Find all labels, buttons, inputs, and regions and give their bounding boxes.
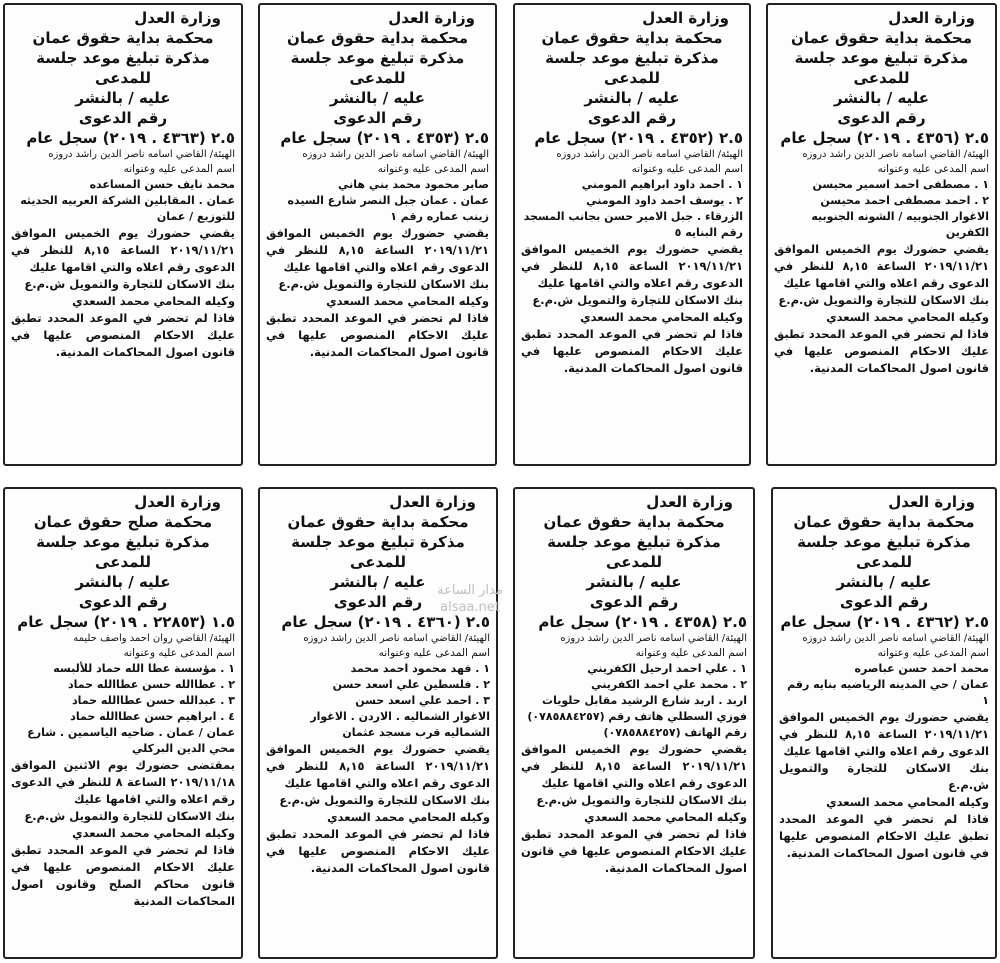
ministry-title: وزارة العدل bbox=[389, 493, 476, 511]
defendant-name: ١ . علي احمد ارحيل الكفريني bbox=[587, 662, 747, 675]
defendant-list bbox=[779, 661, 989, 677]
defendant-header: اسم المدعى عليه وعنوانه bbox=[877, 163, 989, 175]
ministry-title: وزارة العدل bbox=[646, 493, 733, 511]
ministry-title: وزارة العدل bbox=[134, 493, 221, 511]
defendant-address: الزرقاء . جبل الامير حسن بجانب المسجد رقم البنايه ٥ bbox=[523, 210, 743, 239]
case-number: ٢.٥ (٤٣٥٣ . ٢٠١٩) سجل عام bbox=[280, 129, 489, 147]
defendant-header: اسم المدعى عليه وعنوانه bbox=[123, 647, 235, 659]
case-label: رقم الدعوى bbox=[587, 109, 677, 127]
warning-text: فاذا لم تحضر في الموعد المحدد تطبق عليك الاحكام المنصوص عليها في قانون اصول المحاكمات المدنية. bbox=[521, 327, 743, 375]
attendance-text: بمقتضى حضورك يوم الاثنين الموافق ٢٠١٩/١١/١٨ الساعة ٨ للنظر في الدعوى رقم اعلاه والتي اقامها عليك bbox=[11, 758, 235, 806]
notice-body bbox=[521, 741, 747, 877]
publication-method: عليه / بالنشر bbox=[330, 573, 426, 591]
publication-method: عليه / بالنشر bbox=[75, 573, 171, 591]
defendant-name: ٤ . ابراهيم حسن عطاالله حماد bbox=[70, 710, 235, 723]
defendant-name: ٢ . يوسف احمد داود المومني bbox=[586, 194, 743, 207]
defendant-list bbox=[11, 661, 235, 725]
plaintiff-name: بنك الاسكان للتجارة والتمويل ش.م.ع bbox=[279, 793, 490, 807]
notice-body bbox=[11, 757, 235, 910]
plaintiff-name: بنك الاسكان للتجارة والتمويل ش.م.ع bbox=[779, 761, 989, 792]
court-name: محكمة صلح حقوق عمان bbox=[33, 513, 213, 531]
notice-subject: مذكرة تبليغ موعد جلسة للمدعى bbox=[797, 533, 971, 571]
defendant-address: الاغوار الجنوبيه / الشونه الجنوبيه الكفرين bbox=[811, 210, 989, 239]
notice-subject: مذكرة تبليغ موعد جلسة للمدعى bbox=[794, 49, 969, 87]
notice-body bbox=[774, 241, 989, 377]
ministry-title: وزارة العدل bbox=[642, 9, 729, 27]
lawyer-name: وكيله المحامي محمد السعدي bbox=[584, 810, 747, 824]
defendant-header: اسم المدعى عليه وعنوانه bbox=[631, 163, 743, 175]
attendance-text: يقضي حضورك يوم الخميس الموافق ٢٠١٩/١١/٢١ الساعة ٨,١٥ للنظر في الدعوى رقم اعلاه والتي اقامها عليك bbox=[266, 226, 489, 274]
ministry-title: وزارة العدل bbox=[388, 9, 475, 27]
case-number: ٢.٥ (٤٣٥٨ . ٢٠١٩) سجل عام bbox=[538, 613, 747, 631]
judge-panel: الهيئة/ القاضي اسامه ناصر الدين راشد دروزه bbox=[802, 149, 989, 160]
judge-panel: الهيئة/ القاضي روان احمد واصف حليمه bbox=[73, 633, 235, 644]
notice-subject: مذكرة تبليغ موعد جلسة للمدعى bbox=[290, 49, 465, 87]
judge-panel: الهيئة/ القاضي اسامه ناصر الدين راشد دروزه bbox=[303, 633, 490, 644]
publication-method: عليه / بالنشر bbox=[75, 89, 171, 107]
defendant-list bbox=[521, 661, 747, 693]
defendant-address: عمان / عمان . ضاحيه الياسمين . شارع محي الدين البركلي bbox=[27, 726, 235, 755]
defendant-name: محمد احمد حسن عباصره bbox=[854, 662, 989, 675]
warning-text: فاذا لم تحضر في الموعد المحدد تطبق عليك الاحكام المنصوص عليها في قانون اصول المحاكمات المدنية. bbox=[266, 311, 489, 359]
warning-text: فاذا لم تحضر في الموعد المحدد تطبق عليك الاحكام المنصوص عليها في قانون اصول المحاكمات المدنية. bbox=[774, 327, 989, 375]
defendant-header: اسم المدعى عليه وعنوانه bbox=[378, 647, 490, 659]
lawyer-name: وكيله المحامي محمد السعدي bbox=[826, 795, 989, 809]
lawyer-name: وكيله المحامي محمد السعدي bbox=[72, 826, 235, 840]
defendant-list bbox=[11, 177, 235, 193]
court-notice bbox=[3, 3, 243, 466]
notice-subject: مذكرة تبليغ موعد جلسة للمدعى bbox=[291, 533, 465, 571]
court-name: محكمة بداية حقوق عمان bbox=[287, 29, 468, 47]
attendance-text: يقضي حضورك يوم الخميس الموافق ٢٠١٩/١١/٢١ الساعة ٨,١٥ للنظر في الدعوى رقم اعلاه والتي اقامها عليك bbox=[521, 742, 747, 790]
defendant-address: عمان . عمان جبل النصر شارع السيده زينب عماره رقم ١ bbox=[287, 194, 489, 223]
court-notice bbox=[513, 487, 755, 959]
warning-text: فاذا لم تحضر في الموعد المحدد تطبق عليك الاحكام المنصوص عليها في قانون اصول المحاكمات المدنية. bbox=[779, 812, 989, 860]
judge-panel: الهيئة/ القاضي اسامه ناصر الدين راشد دروزه bbox=[802, 633, 989, 644]
warning-text: فاذا لم تحضر في الموعد المحدد تطبق عليك الاحكام المنصوص عليها في قانون اصول المحاكمات المدنية. bbox=[521, 827, 747, 875]
defendant-header: اسم المدعى عليه وعنوانه bbox=[635, 647, 747, 659]
plaintiff-name: بنك الاسكان للتجارة والتمويل ش.م.ع bbox=[532, 293, 743, 307]
notice-subject: مذكرة تبليغ موعد جلسة للمدعى bbox=[36, 49, 210, 87]
lawyer-name: وكيله المحامي محمد السعدي bbox=[826, 310, 989, 324]
lawyer-name: وكيله المحامي محمد السعدي bbox=[326, 294, 489, 308]
case-label: رقم الدعوى bbox=[333, 593, 423, 611]
plaintiff-name: بنك الاسكان للتجارة والتمويل ش.م.ع bbox=[278, 277, 489, 291]
defendant-header: اسم المدعى عليه وعنوانه bbox=[877, 647, 989, 659]
defendant-address: عمان . المقابلين الشركة العربيه الحديثه للتوزيع / عمان bbox=[20, 194, 235, 223]
defendant-address: اربد . اربد شارع الرشيد مقابل حلويات فوزي السطلي هاتف رقم (٠٧٨٥٨٨٤٢٥٧) رقم الهاتف (٠٧٨٥٨٨٤٢٥٧) bbox=[527, 694, 747, 739]
ministry-title: وزارة العدل bbox=[134, 9, 221, 27]
defendant-name: ٢ . احمد مصطفى احمد محيسن bbox=[820, 194, 989, 207]
defendant-list bbox=[521, 177, 743, 209]
defendant-header: اسم المدعى عليه وعنوانه bbox=[123, 163, 235, 175]
case-label: رقم الدعوى bbox=[78, 593, 168, 611]
ministry-title: وزارة العدل bbox=[888, 9, 975, 27]
defendant-name: ١ . فهد محمود احمد محمد bbox=[350, 662, 490, 675]
court-notice bbox=[3, 487, 243, 959]
warning-text: فاذا لم تحضر في الموعد المحدد تطبق عليك الاحكام المنصوص عليها في قانون اصول المحاكمات المدنية. bbox=[266, 827, 490, 875]
case-number: ١.٥ (٢٢٨٥٣ . ٢٠١٩) سجل عام bbox=[17, 613, 235, 631]
court-notice bbox=[258, 3, 497, 466]
notice-subject: مذكرة تبليغ موعد جلسة للمدعى bbox=[547, 533, 721, 571]
ministry-title: وزارة العدل bbox=[888, 493, 975, 511]
notice-body bbox=[521, 241, 743, 377]
judge-panel: الهيئة/ القاضي اسامه ناصر الدين راشد دروزه bbox=[48, 149, 235, 160]
publication-method: عليه / بالنشر bbox=[584, 89, 680, 107]
watermark-arabic: مدار الساعة bbox=[437, 583, 503, 598]
defendant-list bbox=[266, 177, 489, 193]
court-name: محكمة بداية حقوق عمان bbox=[287, 513, 469, 531]
defendant-header: اسم المدعى عليه وعنوانه bbox=[377, 163, 489, 175]
attendance-text: يقضي حضورك يوم الخميس الموافق ٢٠١٩/١١/٢١ الساعة ٨,١٥ للنظر في الدعوى رقم اعلاه والتي اقامها عليك bbox=[266, 742, 490, 790]
case-label: رقم الدعوى bbox=[589, 593, 679, 611]
case-label: رقم الدعوى bbox=[78, 109, 168, 127]
attendance-text: يقضي حضورك يوم الخميس الموافق ٢٠١٩/١١/٢١ الساعة ٨,١٥ للنظر في الدعوى رقم اعلاه والتي اقامها عليك bbox=[11, 226, 235, 274]
court-notice bbox=[771, 487, 997, 959]
case-label: رقم الدعوى bbox=[839, 593, 929, 611]
plaintiff-name: بنك الاسكان للتجارة والتمويل ش.م.ع bbox=[778, 293, 989, 307]
case-number: ٢.٥ (٤٣٦٣ . ٢٠١٩) سجل عام bbox=[26, 129, 235, 147]
case-number: ٢.٥ (٤٣٥٦ . ٢٠١٩) سجل عام bbox=[780, 129, 989, 147]
publication-method: عليه / بالنشر bbox=[836, 573, 932, 591]
defendant-name: محمد نايف حسن المساعده bbox=[89, 178, 235, 191]
court-name: محكمة بداية حقوق عمان bbox=[32, 29, 214, 47]
lawyer-name: وكيله المحامي محمد السعدي bbox=[327, 810, 490, 824]
court-name: محكمة بداية حقوق عمان bbox=[791, 29, 972, 47]
court-name: محكمة بداية حقوق عمان bbox=[541, 29, 723, 47]
lawyer-name: وكيله المحامي محمد السعدي bbox=[580, 310, 743, 324]
court-name: محكمة بداية حقوق عمان bbox=[793, 513, 975, 531]
notice-body bbox=[266, 225, 489, 361]
defendant-name: ٢ . عطاالله حسن عطاالله حماد bbox=[68, 678, 235, 691]
attendance-text: يقضي حضورك يوم الخميس الموافق ٢٠١٩/١١/٢١ الساعة ٨,١٥ للنظر في الدعوى رقم اعلاه والتي اقامها عليك bbox=[521, 242, 743, 290]
notice-subject: مذكرة تبليغ موعد جلسة للمدعى bbox=[545, 49, 719, 87]
plaintiff-name: بنك الاسكان للتجارة والتمويل ش.م.ع bbox=[536, 793, 747, 807]
notice-body bbox=[266, 741, 490, 877]
defendant-name: ٣ . احمد علي اسعد حسن bbox=[355, 694, 490, 707]
notice-body bbox=[11, 225, 235, 361]
defendant-name: صابر محمود محمد بني هاني bbox=[338, 178, 489, 191]
defendant-address: عمان / حي المدينه الرياضيه بنايه رقم ١ bbox=[787, 678, 989, 707]
case-label: رقم الدعوى bbox=[837, 109, 926, 127]
defendant-list bbox=[774, 177, 989, 209]
case-number: ٢.٥ (٤٣٦٠ . ٢٠١٩) سجل عام bbox=[281, 613, 490, 631]
defendant-name: ٢ . محمد علي احمد الكفريني bbox=[591, 678, 747, 691]
watermark-url: alsaa.net bbox=[440, 600, 500, 615]
case-label: رقم الدعوى bbox=[333, 109, 422, 127]
defendant-name: ١ . احمد داود ابراهيم المومني bbox=[581, 178, 743, 191]
court-notice bbox=[513, 3, 751, 466]
case-number: ٢.٥ (٤٣٦٢ . ٢٠١٩) سجل عام bbox=[780, 613, 989, 631]
attendance-text: يقضي حضورك يوم الخميس الموافق ٢٠١٩/١١/٢١ الساعة ٨,١٥ للنظر في الدعوى رقم اعلاه والتي اقامها عليك bbox=[779, 710, 989, 758]
court-notice bbox=[766, 3, 997, 466]
lawyer-name: وكيله المحامي محمد السعدي bbox=[72, 294, 235, 308]
warning-text: فاذا لم تحضر في الموعد المحدد تطبق عليك الاحكام المنصوص عليها في قانون اصول المحاكمات المدنية. bbox=[11, 311, 235, 359]
plaintiff-name: بنك الاسكان للتجارة والتمويل ش.م.ع bbox=[24, 277, 235, 291]
defendant-name: ١ . مصطفى احمد اسمير محيسن bbox=[812, 178, 989, 191]
judge-panel: الهيئة/ القاضي اسامه ناصر الدين راشد دروزه bbox=[560, 633, 747, 644]
watermark bbox=[415, 582, 525, 616]
defendant-name: ١ . مؤسسة عطا الله حماد للألبسه bbox=[53, 662, 235, 675]
court-notice bbox=[258, 487, 498, 959]
attendance-text: يقضي حضورك يوم الخميس الموافق ٢٠١٩/١١/٢١ الساعة ٨,١٥ للنظر في الدعوى رقم اعلاه والتي اقامها عليك bbox=[774, 242, 989, 290]
defendant-name: ٣ . عبدالله حسن عطاالله حماد bbox=[72, 694, 235, 707]
defendant-address: الاغوار الشماليه . الاردن . الاغوار الشماليه قرب مسجد عثمان bbox=[310, 710, 490, 739]
publication-method: عليه / بالنشر bbox=[586, 573, 682, 591]
case-number: ٢.٥ (٤٣٥٢ . ٢٠١٩) سجل عام bbox=[534, 129, 743, 147]
publication-method: عليه / بالنشر bbox=[329, 89, 426, 107]
plaintiff-name: بنك الاسكان للتجارة والتمويل ش.م.ع bbox=[24, 809, 235, 823]
notice-subject: مذكرة تبليغ موعد جلسة للمدعى bbox=[36, 533, 210, 571]
judge-panel: الهيئة/ القاضي اسامه ناصر الدين راشد دروزه bbox=[556, 149, 743, 160]
publication-method: عليه / بالنشر bbox=[833, 89, 930, 107]
notice-body bbox=[779, 709, 989, 862]
warning-text: فاذا لم تحضر في الموعد المحدد تطبق عليك الاحكام المنصوص عليها في قانون محاكم الصلح وقانون اصول المحاكمات المدنية bbox=[11, 843, 235, 908]
defendant-name: ٢ . فلسطين علي اسعد حسن bbox=[332, 678, 490, 691]
judge-panel: الهيئة/ القاضي اسامه ناصر الدين راشد دروزه bbox=[302, 149, 489, 160]
court-name: محكمة بداية حقوق عمان bbox=[543, 513, 725, 531]
defendant-list bbox=[266, 661, 490, 709]
